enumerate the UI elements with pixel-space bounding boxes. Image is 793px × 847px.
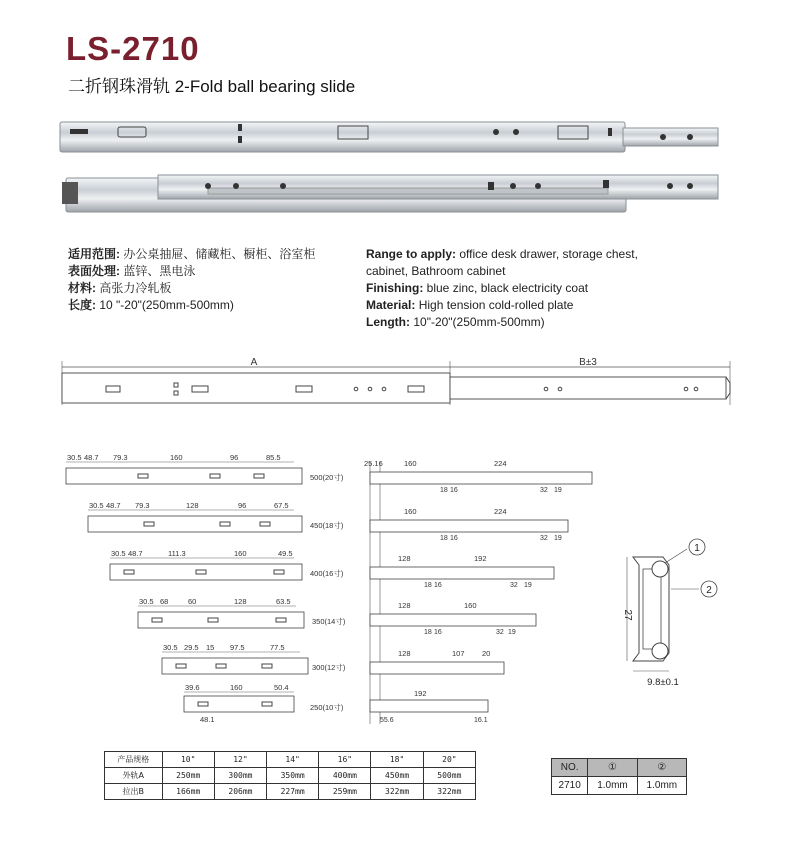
- rail-drawing-300: [162, 643, 346, 674]
- rail-drawing-500: [66, 453, 344, 484]
- svg-text:160: 160: [230, 683, 243, 692]
- svg-text:48.7: 48.7: [128, 549, 143, 558]
- svg-text:49.5: 49.5: [278, 549, 293, 558]
- table-row: 2710 1.0mm 1.0mm: [552, 777, 687, 795]
- callout-1: 1: [694, 543, 700, 554]
- svg-text:111.3: 111.3: [168, 549, 186, 558]
- spec-row: 适用范围: 办公桌抽屉、储藏柜、橱柜、浴室柜: [68, 247, 316, 261]
- svg-text:30.5: 30.5: [163, 643, 178, 652]
- inner-rail-500: [364, 459, 592, 494]
- svg-text:16.1: 16.1: [474, 717, 488, 724]
- rail-drawing-350: [138, 597, 346, 628]
- svg-text:128: 128: [234, 597, 247, 606]
- svg-text:160: 160: [234, 549, 247, 558]
- svg-text:30.5: 30.5: [111, 549, 126, 558]
- svg-text:128: 128: [398, 601, 411, 610]
- table-row: 产品规格 10" 12" 14" 16" 18" 20": [105, 752, 476, 768]
- svg-text:15: 15: [206, 643, 215, 652]
- product-subtitle: 二折钢珠滑轨 2-Fold ball bearing slide: [68, 77, 356, 96]
- inner-rail-300: [370, 649, 504, 674]
- overview-drawing: [58, 355, 738, 410]
- cross-section-drawing: [615, 535, 725, 695]
- svg-text:19: 19: [508, 629, 516, 636]
- size-label: 350(14寸): [312, 617, 346, 626]
- rail-photo-extended: [62, 175, 718, 212]
- svg-text:25.16: 25.16: [364, 459, 383, 468]
- rail-drawing-400: [110, 549, 344, 580]
- svg-text:192: 192: [414, 689, 427, 698]
- svg-text:60: 60: [188, 597, 197, 606]
- dim-label-b: B±3: [579, 357, 597, 368]
- svg-text:32: 32: [540, 535, 548, 542]
- svg-text:48.7: 48.7: [106, 501, 121, 510]
- inner-rail-250: [370, 689, 488, 724]
- svg-text:160: 160: [404, 507, 417, 516]
- svg-text:128: 128: [398, 554, 411, 563]
- inner-rail-400: [370, 554, 554, 589]
- size-table: [104, 751, 476, 800]
- svg-text:16: 16: [434, 629, 442, 636]
- table-row: 外轨A 250mm 300mm 350mm 400mm 450mm 500mm: [105, 768, 476, 784]
- svg-text:224: 224: [494, 459, 507, 468]
- svg-text:160: 160: [464, 601, 477, 610]
- svg-text:68: 68: [160, 597, 169, 606]
- svg-text:63.5: 63.5: [276, 597, 291, 606]
- svg-text:32: 32: [540, 487, 548, 494]
- svg-text:96: 96: [230, 453, 239, 462]
- svg-text:29.5: 29.5: [184, 643, 199, 652]
- svg-text:19: 19: [554, 487, 562, 494]
- svg-text:32: 32: [510, 582, 518, 589]
- svg-text:79.3: 79.3: [113, 453, 128, 462]
- svg-text:96: 96: [238, 501, 247, 510]
- inner-rail-drawings: [358, 452, 608, 727]
- size-label: 500(20寸): [310, 473, 344, 482]
- spec-row: Range to apply: office desk drawer, storage chest,: [366, 247, 638, 261]
- svg-text:77.5: 77.5: [270, 643, 285, 652]
- rail-photo-closed: [60, 122, 718, 152]
- height-dim: 27: [622, 609, 633, 621]
- size-label: 400(16寸): [310, 569, 344, 578]
- svg-text:39.6: 39.6: [185, 683, 200, 692]
- size-label: 450(18寸): [310, 521, 344, 530]
- svg-text:30.5: 30.5: [139, 597, 154, 606]
- size-label: 250(10寸): [310, 703, 344, 712]
- width-dim: 9.8±0.1: [647, 677, 679, 688]
- svg-text:67.5: 67.5: [274, 501, 289, 510]
- spec-row: Finishing: blue zinc, black electricity coat: [366, 281, 589, 295]
- product-photo: [58, 110, 728, 220]
- spec-row: cabinet, Bathroom cabinet: [366, 264, 506, 278]
- svg-text:79.3: 79.3: [135, 501, 150, 510]
- svg-text:32: 32: [496, 629, 504, 636]
- svg-text:192: 192: [474, 554, 487, 563]
- svg-text:18: 18: [440, 535, 448, 542]
- svg-text:19: 19: [524, 582, 532, 589]
- inner-rail-350: [370, 601, 536, 636]
- callout-2: 2: [706, 585, 712, 596]
- svg-text:50.4: 50.4: [274, 683, 289, 692]
- svg-text:160: 160: [170, 453, 183, 462]
- thickness-table: [551, 758, 687, 795]
- svg-text:85.5: 85.5: [266, 453, 281, 462]
- size-label: 300(12寸): [312, 663, 346, 672]
- spec-row: Material: High tension cold-rolled plate: [366, 298, 574, 312]
- spec-row: 表面处理: 蓝锌、黑电泳: [68, 264, 196, 278]
- svg-text:18: 18: [440, 487, 448, 494]
- svg-text:16: 16: [450, 535, 458, 542]
- svg-text:97.5: 97.5: [230, 643, 245, 652]
- rail-drawing-450: [88, 501, 344, 532]
- svg-text:48.7: 48.7: [84, 453, 99, 462]
- outer-rail-drawings: [58, 448, 358, 728]
- svg-text:30.5: 30.5: [89, 501, 104, 510]
- svg-text:20: 20: [482, 649, 491, 658]
- rail-drawing-250: [184, 683, 344, 724]
- svg-text:16: 16: [450, 487, 458, 494]
- svg-text:160: 160: [404, 459, 417, 468]
- svg-text:16: 16: [434, 582, 442, 589]
- svg-text:48.1: 48.1: [200, 715, 215, 724]
- spec-row: 材料: 高张力冷轧板: [68, 281, 172, 295]
- svg-text:18: 18: [424, 582, 432, 589]
- inner-rail-450: [370, 507, 568, 542]
- svg-text:107: 107: [452, 649, 465, 658]
- svg-text:224: 224: [494, 507, 507, 516]
- spec-english: [366, 246, 638, 331]
- svg-text:128: 128: [398, 649, 411, 658]
- svg-text:55.6: 55.6: [380, 717, 394, 724]
- table-row: 拉出B 166mm 206mm 227mm 259mm 322mm 322mm: [105, 784, 476, 800]
- svg-text:18: 18: [424, 629, 432, 636]
- product-title: LS-2710: [66, 30, 200, 67]
- spec-row: Length: 10"-20"(250mm-500mm): [366, 315, 545, 329]
- spec-row: 长度: 10 "-20"(250mm-500mm): [68, 298, 234, 312]
- table-row: NO. ① ②: [552, 759, 687, 777]
- spec-chinese: [68, 246, 315, 314]
- dim-label-a: A: [250, 357, 258, 368]
- svg-text:30.5: 30.5: [67, 453, 82, 462]
- svg-text:19: 19: [554, 535, 562, 542]
- svg-text:128: 128: [186, 501, 199, 510]
